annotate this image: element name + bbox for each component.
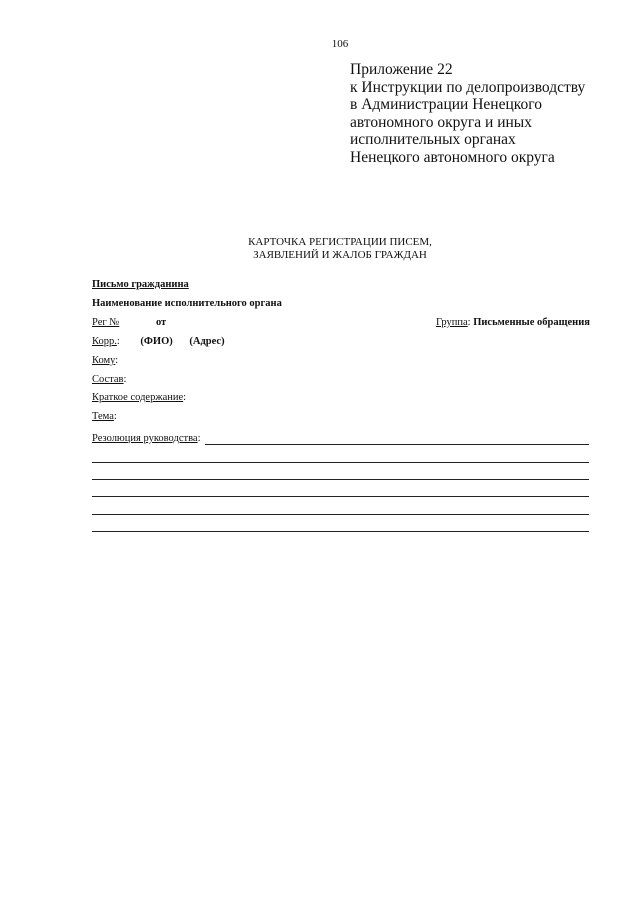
from-label: от [155,317,167,328]
topic-field [92,411,117,422]
summary-label: Краткое содержание [92,392,184,403]
group-field [436,317,590,328]
summary-colon: : [183,392,187,403]
page-number: 106 [331,38,349,50]
resolution-line [92,479,589,480]
resolution-line [92,531,589,532]
recipient-field [92,355,118,366]
composition-field [92,374,126,385]
card-title-line: ЗАЯВЛЕНИЙ И ЖАЛОБ ГРАЖДАН [253,249,427,261]
group-value: Письменные обращения [473,317,590,328]
corr-colon: : [116,336,120,347]
to-label: Кому [92,355,116,366]
address-label: (Адрес) [189,336,225,347]
appendix-line: к Инструкции по делопроизводству [350,78,586,96]
appendix-line: Приложение 22 [350,61,453,78]
organ-name: Наименование исполнительного органа [92,298,282,309]
resolution-line [92,462,589,463]
resolution-line [92,496,589,497]
resolution-label: Резолюция руководства [92,433,198,444]
reg-label: Рег № [92,317,120,328]
appendix-note [350,61,585,167]
summary-field [92,392,186,403]
appendix-line: Ненецкого автономного округа [350,148,555,166]
card-title [0,236,640,262]
composition-colon: : [123,374,127,385]
appendix-line: автономного округа и иных [350,113,532,131]
corr-label: Корр. [92,336,117,347]
to-colon: : [115,355,119,366]
fio-label: (ФИО) [140,336,173,347]
group-colon: : [467,317,474,328]
resolution-field [92,433,200,444]
reg-number-field [92,317,166,328]
correspondent-field [92,336,225,347]
topic-label: Тема [92,411,114,422]
card-title-line: КАРТОЧКА РЕГИСТРАЦИИ ПИСЕМ, [248,236,432,248]
resolution-colon: : [197,433,201,444]
appendix-line: исполнительных органах [350,131,516,149]
appendix-line: в Администрации Ненецкого [350,96,542,114]
letter-type: Письмо гражданина [92,279,189,290]
composition-label: Состав [92,374,124,385]
group-label: Группа [436,317,468,328]
topic-colon: : [113,411,117,422]
resolution-line [92,514,589,515]
resolution-line [205,444,589,445]
